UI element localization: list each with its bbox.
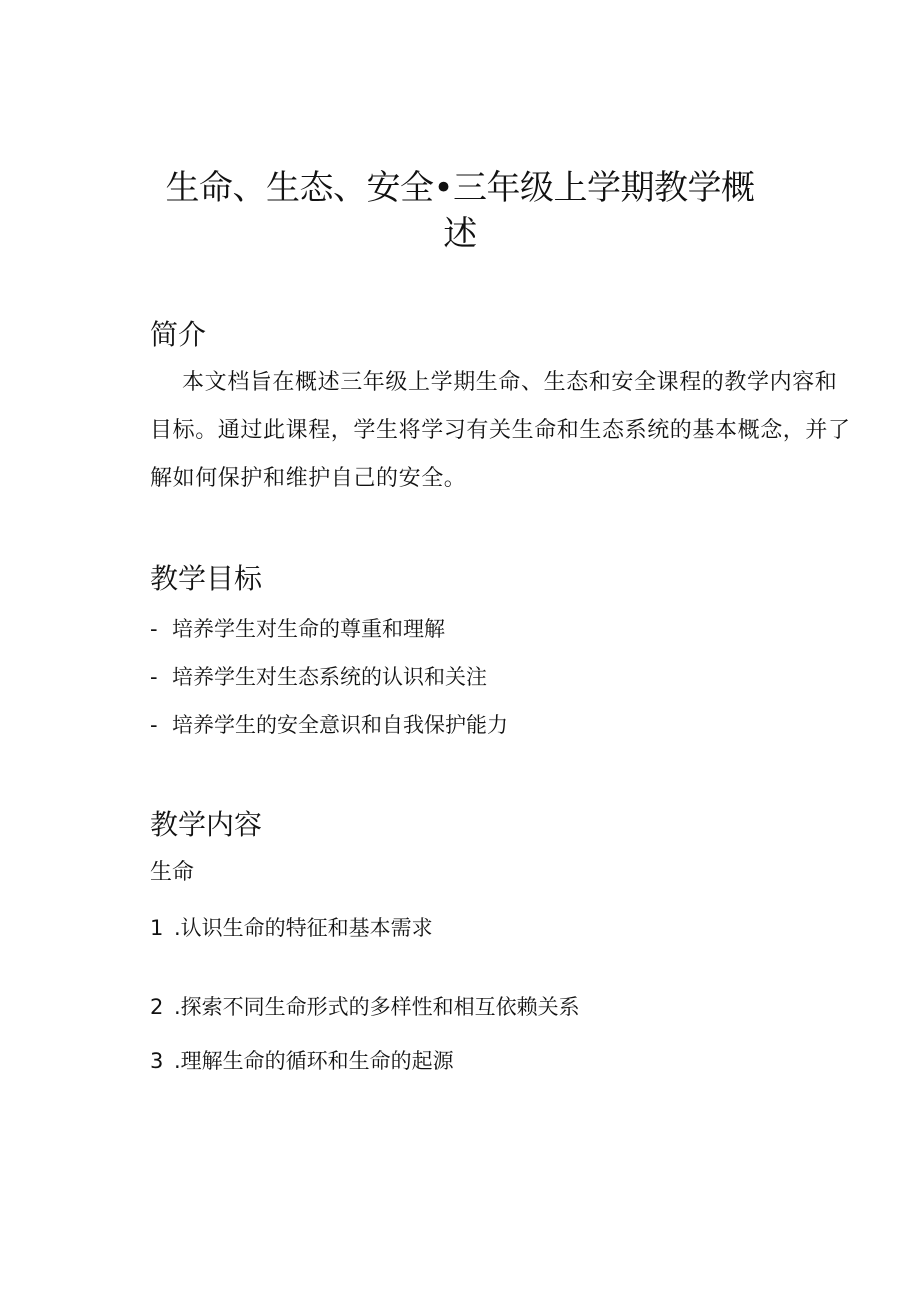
goal-item-2 (150, 662, 487, 692)
content-item-text: .理解生命的循环和生命的起源 (174, 1049, 454, 1073)
goal-item-marker: - (150, 713, 158, 737)
goal-item-text: 培养学生对生命的尊重和理解 (172, 617, 445, 641)
content-item-number: 2 (150, 995, 164, 1019)
goal-item-marker: - (150, 665, 158, 689)
goals-heading: 教学目标 (150, 562, 263, 595)
intro-heading: 简介 (150, 318, 207, 351)
content-item-text: .认识生命的特征和基本需求 (174, 916, 433, 940)
content-item-1 (150, 913, 433, 943)
content-item-number: 3 (150, 1049, 164, 1073)
goal-item-marker: - (150, 617, 158, 641)
title-line-1: 生命、生态、安全•三年级上学期教学概 (165, 168, 755, 208)
content-item-number: 1 (150, 916, 164, 940)
title-line-2: 述 (443, 214, 477, 254)
document-title (150, 165, 770, 257)
goal-item-3 (150, 710, 508, 740)
content-item-2 (150, 992, 580, 1022)
intro-paragraph-line-3: 解如何保护和维护自己的安全。 (150, 466, 467, 491)
content-item-text: .探索不同生命形式的多样性和相互依赖关系 (174, 995, 580, 1019)
content-heading: 教学内容 (150, 808, 263, 841)
goal-item-1 (150, 614, 445, 644)
content-subheading-life: 生命 (150, 860, 195, 885)
intro-paragraph-line-1: 本文档旨在概述三年级上学期生命、生态和安全课程的教学内容和 (182, 370, 838, 395)
goal-item-text: 培养学生的安全意识和自我保护能力 (172, 713, 508, 737)
intro-paragraph-line-2: 目标。通过此课程，学生将学习有关生命和生态系统的基本概念，并了 (150, 418, 851, 443)
goal-item-text: 培养学生对生态系统的认识和关注 (172, 665, 487, 689)
content-item-3 (150, 1046, 454, 1076)
